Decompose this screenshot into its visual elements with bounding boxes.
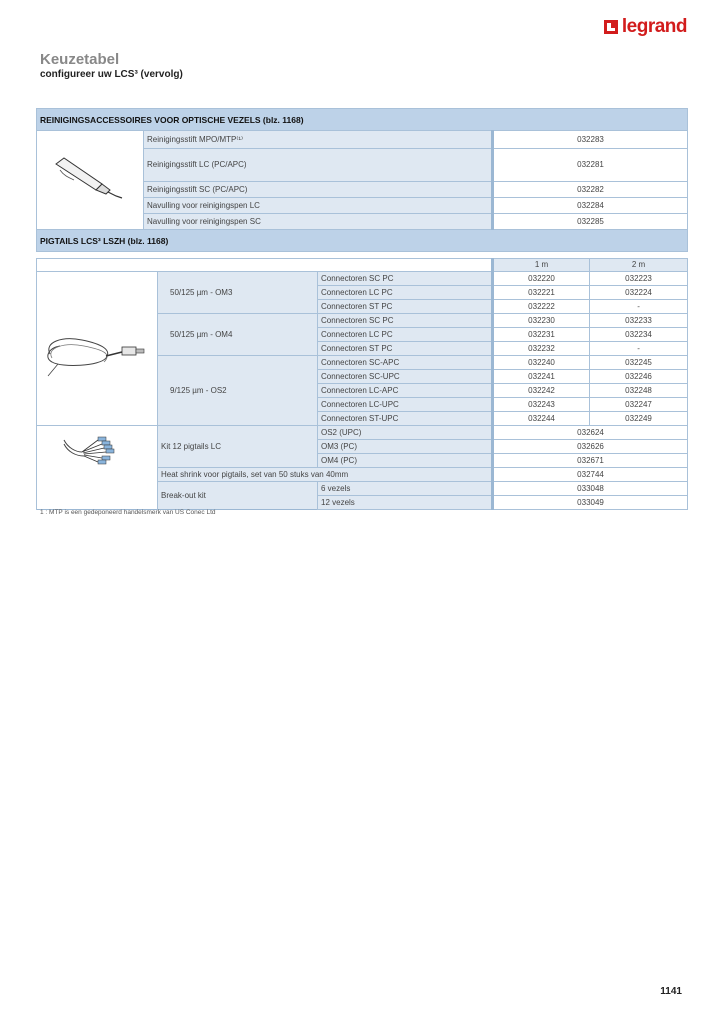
breakout-label: Break-out kit [158,482,318,510]
code-2m: 032223 [590,272,688,286]
fiber-type-om4: 50/125 µm - OM4 [158,314,318,356]
code-1m: 032240 [493,356,590,370]
code-2m: 032247 [590,398,688,412]
logo-text: legrand [621,16,687,37]
code-1m: 032244 [493,412,590,426]
connector-label: Connectoren LC PC [318,286,493,300]
pigtail-bundle-icon [42,426,152,466]
breakout-variant: 6 vezels [318,482,493,496]
kit-variant: OS2 (UPC) [318,426,493,440]
row-label: Navulling voor reinigingspen LC [144,198,493,214]
breakout-variant: 12 vezels [318,496,493,510]
product-code: 032282 [493,182,688,198]
kit-code: 032671 [493,454,688,468]
legrand-logo [604,16,687,38]
cleaning-pen-image [37,131,144,230]
section-title: PIGTAILS LCS³ LSZH (blz. 1168) [37,230,688,252]
code-2m: 032248 [590,384,688,398]
breakout-code: 033049 [493,496,688,510]
row-label: Reinigingsstift LC (PC/APC) [144,149,493,182]
legrand-logo-icon [604,20,618,34]
connector-label: Connectoren ST-UPC [318,412,493,426]
connector-label: Connectoren SC-UPC [318,370,493,384]
heat-shrink-label: Heat shrink voor pigtails, set van 50 stuks van 40mm [158,468,493,482]
code-2m: 032224 [590,286,688,300]
code-2m: - [590,300,688,314]
table-row [37,426,688,440]
connector-label: Connectoren ST PC [318,300,493,314]
section-title: REINIGINGSACCESSOIRES VOOR OPTISCHE VEZELS (blz. 1168) [37,109,688,131]
row-label: Reinigingsstift MPO/MTP⁽¹⁾ [144,131,493,149]
code-1m: 032221 [493,286,590,300]
connector-label: Connectoren LC-UPC [318,398,493,412]
code-1m: 032230 [493,314,590,328]
pigtail-image [37,272,158,426]
connector-label: Connectoren LC-APC [318,384,493,398]
kit-code: 032624 [493,426,688,440]
code-1m: 032241 [493,370,590,384]
page-title: Keuzetabel [40,51,120,68]
code-1m: 032220 [493,272,590,286]
pigtail-kit-image [37,426,158,510]
code-2m: 032245 [590,356,688,370]
code-1m: 032232 [493,342,590,356]
connector-label: Connectoren SC PC [318,314,493,328]
cleaning-accessories-table [36,108,688,252]
column-header-row [37,259,688,272]
footnote: 1 : MTP is een gedeponeerd handelsmerk van US Conec Ltd [40,509,216,516]
page-number: 1141 [660,986,682,997]
fiber-type-os2: 9/125 µm - OS2 [158,356,318,426]
kit-variant: OM4 (PC) [318,454,493,468]
kit-code: 032626 [493,440,688,454]
connector-label: Connectoren SC-APC [318,356,493,370]
page-subtitle: configureer uw LCS³ (vervolg) [40,69,183,80]
code-1m: 032222 [493,300,590,314]
table-row [37,272,688,286]
section-header [37,109,688,131]
code-2m: 032233 [590,314,688,328]
code-2m: 032234 [590,328,688,342]
code-2m: 032249 [590,412,688,426]
code-2m: - [590,342,688,356]
heat-shrink-code: 032744 [493,468,688,482]
code-1m: 032242 [493,384,590,398]
cleaning-pen-icon [50,154,130,202]
kit-label: Kit 12 pigtails LC [158,426,318,468]
code-2m: 032246 [590,370,688,384]
code-1m: 032231 [493,328,590,342]
table-row [37,131,688,149]
product-code: 032283 [493,131,688,149]
column-header-1m: 1 m [493,259,590,272]
connector-label: Connectoren ST PC [318,342,493,356]
row-label: Navulling voor reinigingspen SC [144,214,493,230]
section-header [37,230,688,252]
breakout-code: 033048 [493,482,688,496]
product-code: 032285 [493,214,688,230]
product-code: 032281 [493,149,688,182]
pigtail-cable-icon [42,302,152,392]
fiber-type-om3: 50/125 µm - OM3 [158,272,318,314]
row-label: Reinigingsstift SC (PC/APC) [144,182,493,198]
product-code: 032284 [493,198,688,214]
pigtails-table [36,258,688,510]
connector-label: Connectoren LC PC [318,328,493,342]
code-1m: 032243 [493,398,590,412]
column-header-2m: 2 m [590,259,688,272]
kit-variant: OM3 (PC) [318,440,493,454]
connector-label: Connectoren SC PC [318,272,493,286]
